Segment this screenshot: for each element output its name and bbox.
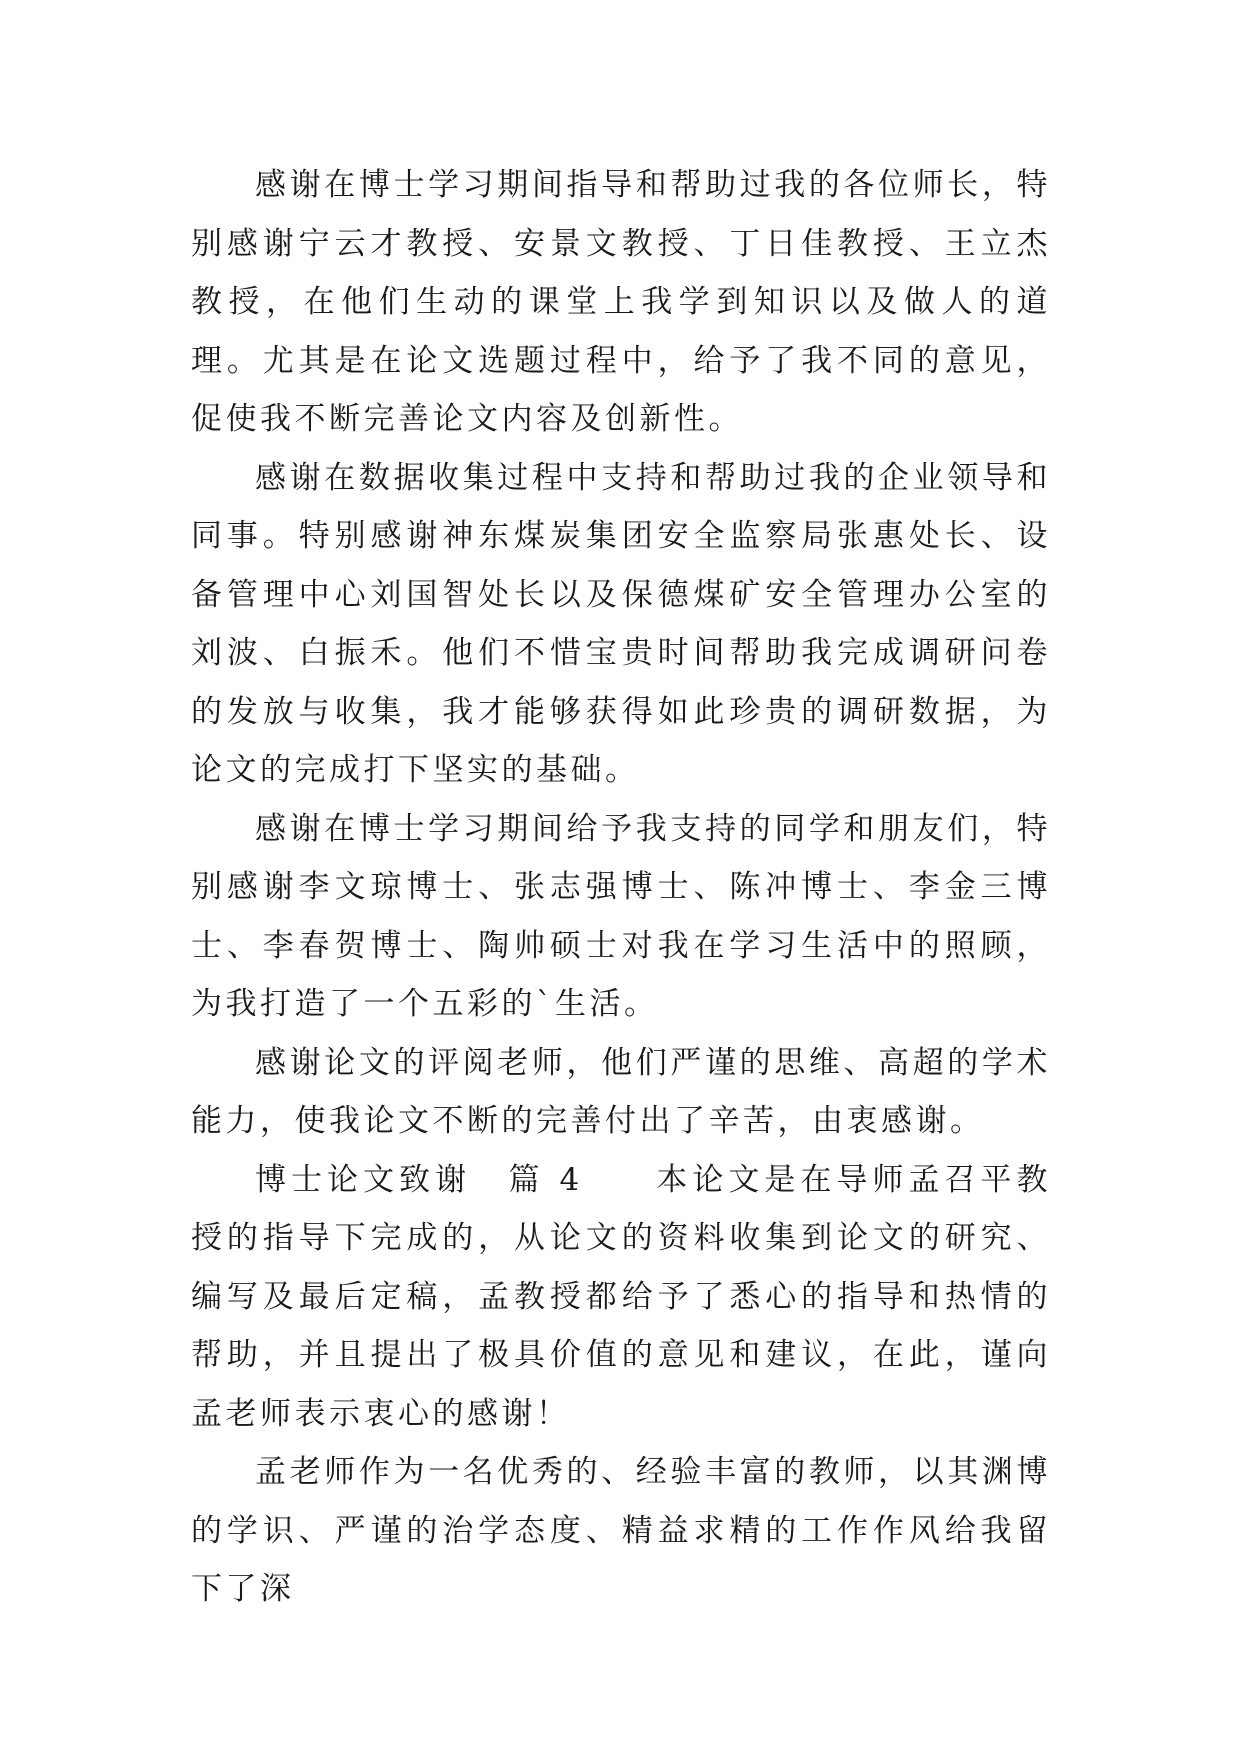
paragraph-thanks-teachers: 感谢在博士学习期间指导和帮助过我的各位师长，特别感谢宁云才教授、安景文教授、丁日佳教授、王立杰教授，在他们生动的课堂上我学到知识以及做人的道理。尤其是在论文选题过程中，给予了我不同的意见，促使我不断完善论文内容及创新性。: [191, 167, 1051, 437]
paragraph-thanks-reviewers: 感谢论文的评阅老师，他们严谨的思维、高超的学术能力，使我论文不断的完善付出了辛苦，由衷感谢。: [191, 1044, 1051, 1139]
paragraph-thanks-classmates: 感谢在博士学习期间给予我支持的同学和朋友们，特别感谢李文琼博士、张志强博士、陈冲博士、李金三博士、李春贺博士、陶帅硕士对我在学习生活中的照顾，为我打造了一个五彩的`生活。: [191, 810, 1051, 1022]
paragraph-thanks-colleagues: 感谢在数据收集过程中支持和帮助过我的企业领导和同事。特别感谢神东煤炭集团安全监察局张惠处长、设备管理中心刘国智处长以及保德煤矿安全管理办公室的刘波、白振禾。他们不惜宝贵时间帮助我完成调研问卷的发放与收集，我才能够获得如此珍贵的调研数据，为论文的完成打下坚实的基础。: [191, 459, 1051, 788]
section-label: 篇 4: [507, 1161, 583, 1198]
section-text: 本论文是在导师孟召平教授的指导下完成的，从论文的资料收集到论文的研究、编写及最后定稿，孟教授都给予了悉心的指导和热情的帮助，并且提出了极具价值的意见和建议，在此，谨向孟老师表示衷心的感谢！: [191, 1161, 1052, 1432]
paragraph-supervisor: 孟老师作为一名优秀的、经验丰富的教师，以其渊博的学识、严谨的治学态度、精益求精的工作作风给我留下了深: [191, 1454, 1051, 1607]
document-body: [191, 156, 1051, 1619]
section-paragraph: [191, 1151, 1051, 1444]
section-title: 博士论文致谢: [255, 1161, 472, 1198]
